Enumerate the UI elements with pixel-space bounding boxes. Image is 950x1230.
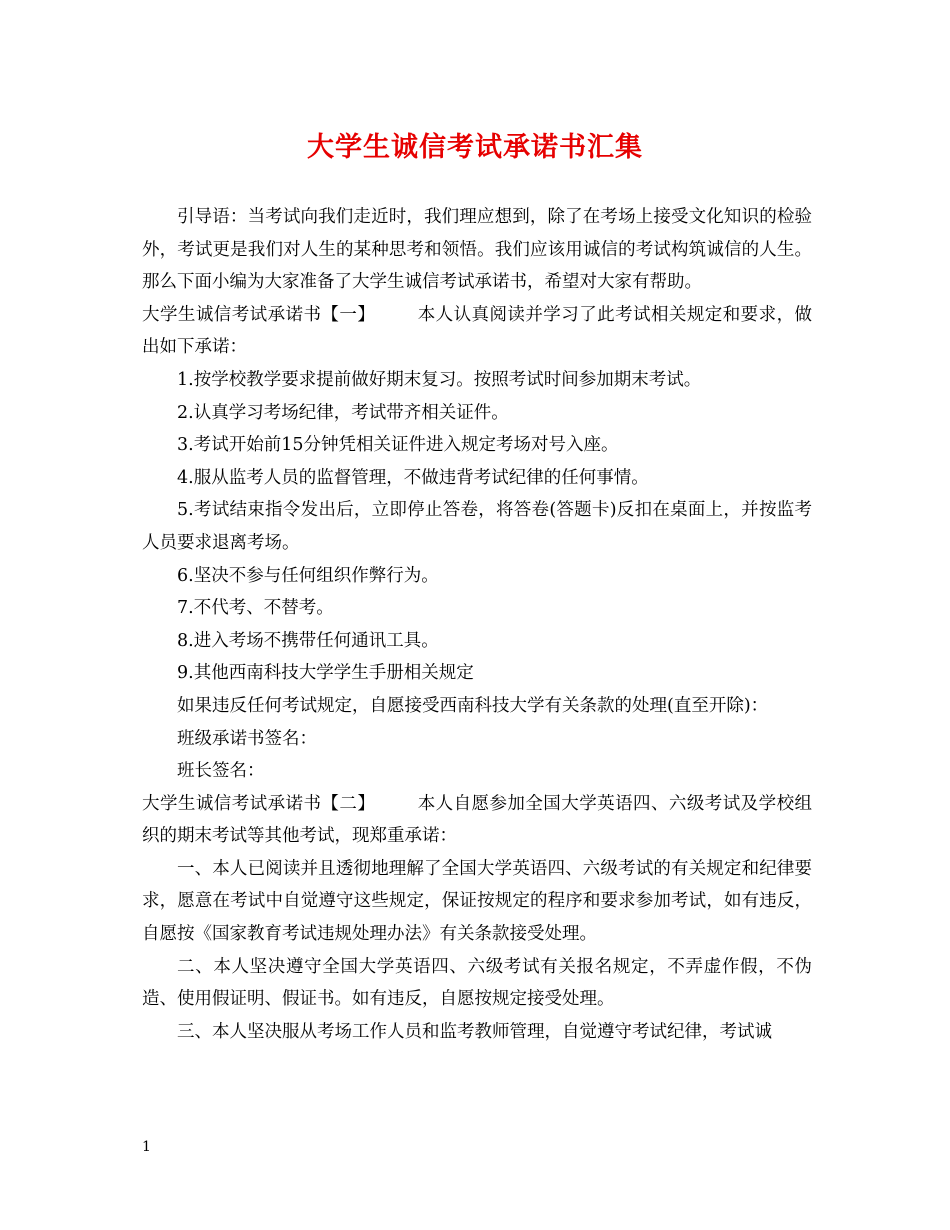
- promise-item: 5.考试结束指令发出后，立即停止答卷，将答卷(答题卡)反扣在桌面上，并按监考人员要求退离考场。: [142, 500, 812, 553]
- intro-paragraph: 引导语：当考试向我们走近时，我们理应想到，除了在考场上接受文化知识的检验外，考试更是我们对人生的某种思考和领悟。我们应该用诚信的考试构筑诚信的人生。那么下面小编为大家准备了大学生诚信考试承诺书，希望对大家有帮助。: [142, 207, 812, 293]
- section-two-lead: 本人自愿参加全国大学英语四、六级考试及学校组织的期末考试等其他考试，现郑重承诺：: [142, 793, 813, 847]
- promise-item: 6.坚决不参与任何组织作弊行为。: [177, 565, 439, 586]
- commitment-item: 三、本人坚决服从考场工作人员和监考教师管理，自觉遵守考试纪律，考试诚: [177, 1021, 772, 1042]
- document-body: [142, 201, 812, 1048]
- violation-clause: 如果违反任何考试规定，自愿接受西南科技大学有关条款的处理(直至开除)：: [177, 695, 769, 716]
- commitment-item: 一、本人已阅读并且透彻地理解了全国大学英语四、六级考试的有关规定和纪律要求，愿意在考试中自觉遵守这些规定，保证按规定的程序和要求参加考试，如有违反，自愿按《国家教育考试违规处理办法》有关条款接受处理。: [142, 858, 812, 945]
- promise-item: 8.进入考场不携带任何通讯工具。: [177, 630, 439, 651]
- monitor-signature-line: 班长签名：: [177, 761, 265, 782]
- document-title: 大学生诚信考试承诺书汇集: [307, 132, 643, 163]
- section-two-opening: [142, 788, 812, 853]
- commitment-item: 二、本人坚决遵守全国大学英语四、六级考试有关报名规定，不弄虚作假，不伪造、使用假证明、假证书。如有违反，自愿按规定接受处理。: [142, 956, 812, 1010]
- section-one-opening: [142, 299, 812, 364]
- section-one-heading: 大学生诚信考试承诺书【一】: [142, 304, 376, 325]
- page-number: 1: [142, 1139, 151, 1155]
- promise-item: 9.其他西南科技大学学生手册相关规定: [177, 663, 474, 684]
- section-one-lead: 本人认真阅读并学习了此考试相关规定和要求，做出如下承诺：: [142, 304, 813, 358]
- promise-item: 3.考试开始前15分钟凭相关证件进入规定考场对号入座。: [177, 435, 619, 456]
- promise-item: 2.认真学习考场纪律，考试带齐相关证件。: [177, 402, 509, 423]
- promise-item: 4.服从监考人员的监督管理，不做违背考试纪律的任何事情。: [177, 467, 649, 488]
- section-two-heading: 大学生诚信考试承诺书【二】: [142, 793, 376, 814]
- class-signature-line: 班级承诺书签名：: [177, 728, 317, 749]
- promise-item: 1.按学校教学要求提前做好期末复习。按照考试时间参加期末考试。: [177, 369, 702, 390]
- promise-item: 7.不代考、不替考。: [177, 598, 334, 619]
